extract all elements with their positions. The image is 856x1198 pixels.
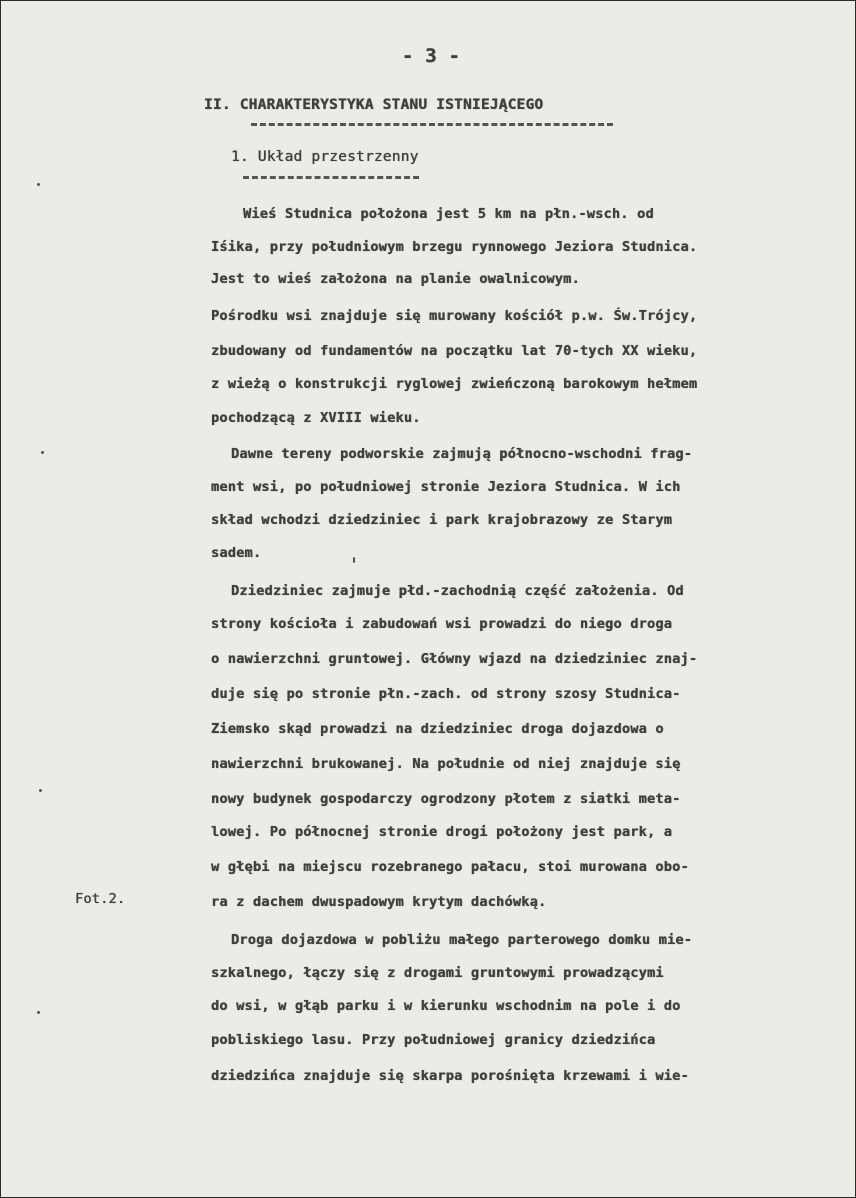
body-line: pochodzącą z XVIII wieku. <box>211 410 421 426</box>
body-line: Pośrodku wsi znajduje się murowany kościół p.w. Św.Trójcy, <box>211 308 698 324</box>
body-line: Ziemsko skąd prowadzi na dziedziniec droga dojazdowa o <box>211 721 664 737</box>
paper-speck <box>37 1011 40 1014</box>
paper-speck <box>37 183 40 186</box>
body-line: szkalnego, łączy się z drogami gruntowymi prowadzącymi <box>211 965 664 981</box>
body-line: w głębi na miejscu rozebranego pałacu, stoi murowana obo- <box>211 859 689 875</box>
body-line: dziedzińca znajduje się skarpa porośnięta krzewami i wie- <box>211 1068 689 1084</box>
body-line: ra z dachem dwuspadowym krytym dachówką. <box>211 894 547 910</box>
margin-note-photo-ref: Fot.2. <box>75 891 126 907</box>
paper-speck <box>353 557 355 563</box>
body-line: do wsi, w głąb parku i w kierunku wschodnim na pole i do <box>211 998 681 1014</box>
body-line: duje się po stronie płn.-zach. od strony szosy Studnica- <box>211 686 681 702</box>
subheading: 1. Układ przestrzenny <box>231 149 419 165</box>
page-number: - 3 - <box>401 45 461 67</box>
body-line: ment wsi, po południowej stronie Jeziora Studnica. W ich <box>211 479 681 495</box>
body-line: nawierzchni brukowanej. Na południe od niej znajduje się <box>211 756 681 772</box>
body-line: Wieś Studnica położona jest 5 km na płn.-wsch. od <box>243 206 654 222</box>
body-line: sadem. <box>211 545 262 561</box>
section-heading-underline <box>251 123 613 126</box>
body-line: lowej. Po północnej stronie drogi położony jest park, a <box>211 824 673 840</box>
paper-speck <box>41 451 44 454</box>
body-line: nowy budynek gospodarczy ogrodzony płotem z siatki meta- <box>211 791 681 807</box>
subheading-underline <box>243 176 419 179</box>
section-heading: II. CHARAKTERYSTYKA STANU ISTNIEJĄCEGO <box>204 97 544 113</box>
body-line: o nawierzchni gruntowej. Główny wjazd na dziedziniec znaj- <box>211 651 698 667</box>
body-line: z wieżą o konstrukcji ryglowej zwieńczoną barokowym hełmem <box>211 376 698 392</box>
body-line: pobliskiego lasu. Przy południowej granicy dziedzińca <box>211 1032 656 1048</box>
body-line: zbudowany od fundamentów na początku lat 70-tych XX wieku, <box>211 343 698 359</box>
body-line: Droga dojazdowa w pobliżu małego parterowego domku mie- <box>231 932 693 948</box>
body-line: Jest to wieś założona na planie owalnicowym. <box>211 271 580 287</box>
body-line: strony kościoła i zabudowań wsi prowadzi do niego droga <box>211 616 673 632</box>
paper-speck <box>39 789 42 792</box>
body-line: Iśika, przy południowym brzegu rynnowego Jeziora Studnica. <box>211 239 698 255</box>
body-line: Dawne tereny podworskie zajmują północno-wschodni frag- <box>231 446 693 462</box>
body-line: Dziedziniec zajmuje płd.-zachodnią część założenia. Od <box>231 583 684 599</box>
body-line: skład wchodzi dziedziniec i park krajobrazowy ze Starym <box>211 512 673 528</box>
